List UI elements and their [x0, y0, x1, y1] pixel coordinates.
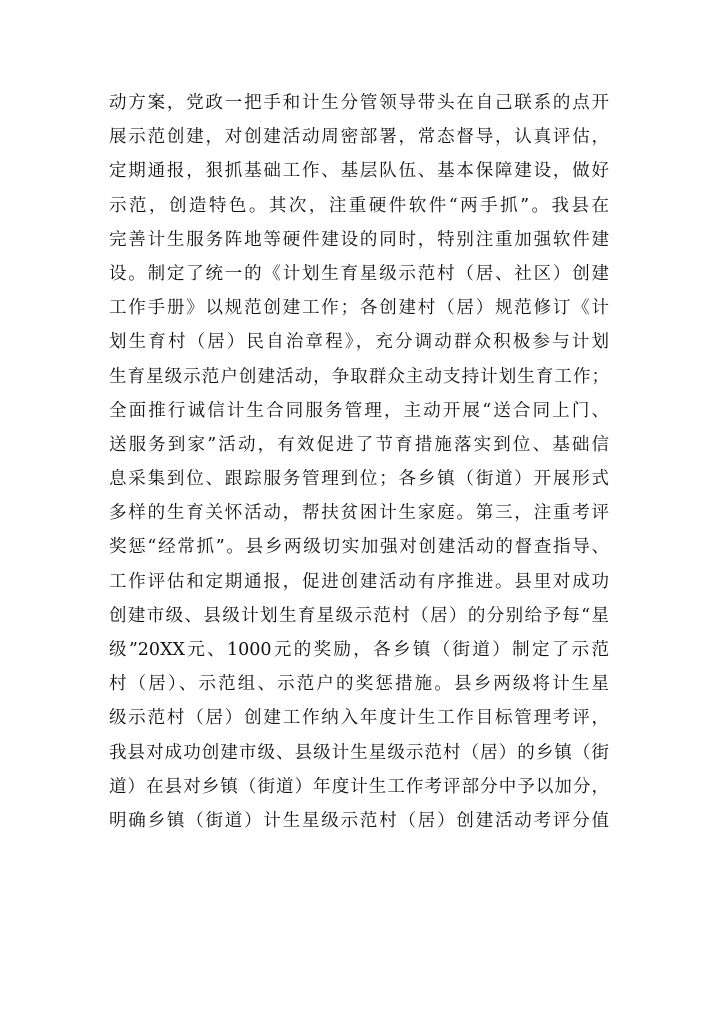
text-line-4: 示范，创造特色。其次，注重硬件软件“两手抓”。我县在 — [109, 195, 609, 216]
text-line-17: 级”20XX元、1000元的奖励，各乡镇（街道）制定了示范 — [109, 640, 609, 660]
text-line-11: 送服务到家”活动，有效促进了节育措施落实到位、基础信 — [109, 434, 609, 455]
text-line-19: 级示范村（居）创建工作纳入年度计生工作目标管理考评， — [109, 708, 609, 729]
text-line-1: 动方案，党政一把手和计生分管领导带头在自己联系的点开 — [109, 93, 609, 113]
text-line-18: 村（居）、示范组、示范户的奖惩措施。县乡两级将计生星 — [109, 674, 609, 695]
text-line-21: 道）在县对乡镇（街道）年度计生工作考评部分中予以加分， — [109, 776, 609, 797]
text-line-7: 工作手册》以规范创建工作；各创建村（居）规范修订《计 — [109, 298, 609, 319]
text-line-9: 生育星级示范户创建活动，争取群众主动支持计划生育工作； — [109, 366, 609, 387]
text-line-20: 我县对成功创建市级、县级计生星级示范村（居）的乡镇（街 — [109, 742, 609, 763]
text-line-12: 息采集到位、跟踪服务管理到位；各乡镇（街道）开展形式 — [109, 469, 609, 490]
text-line-8: 划生育村（居）民自治章程》，充分调动群众积极参与计划 — [109, 332, 609, 353]
text-line-2: 展示范创建，对创建活动周密部署，常态督导，认真评估， — [109, 127, 609, 148]
text-line-3: 定期通报，狠抓基础工作、基层队伍、基本保障建设，做好 — [109, 161, 609, 182]
text-line-13: 多样的生育关怀活动，帮扶贫困计生家庭。第三，注重考评 — [109, 503, 609, 524]
text-line-16: 创建市级、县级计划生育星级示范村（居）的分别给予每“星 — [109, 605, 609, 626]
text-line-10: 全面推行诚信计生合同服务管理，主动开展“送合同上门、 — [109, 400, 609, 421]
body-paragraph — [109, 86, 609, 838]
text-line-14: 奖惩“经常抓”。县乡两级切实加强对创建活动的督查指导、 — [109, 537, 609, 558]
text-line-15: 工作评估和定期通报，促进创建活动有序推进。县里对成功 — [109, 571, 609, 592]
text-line-5: 完善计生服务阵地等硬件建设的同时，特别注重加强软件建 — [109, 229, 609, 250]
text-line-22: 明确乡镇（街道）计生星级示范村（居）创建活动考评分值 — [109, 810, 609, 831]
text-line-6: 设。制定了统一的《计划生育星级示范村（居、社区）创建 — [109, 263, 609, 284]
